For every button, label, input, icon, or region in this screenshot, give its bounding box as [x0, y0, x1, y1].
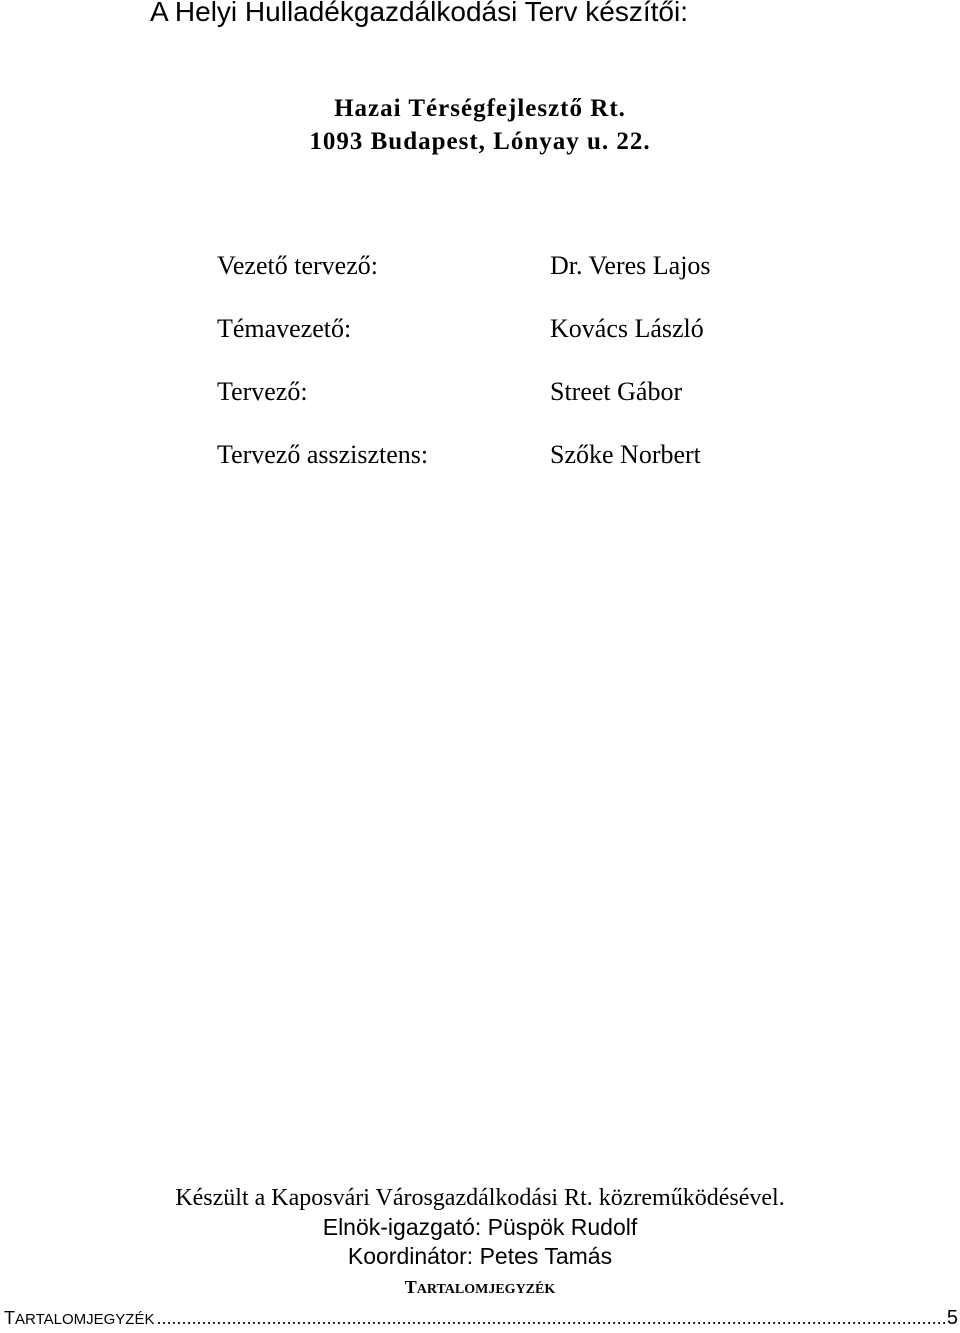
toc-heading	[0, 1276, 960, 1301]
toc-entry-label-initial: T	[4, 1308, 15, 1328]
footer-coordinator: Koordinátor: Petes Tamás	[347, 1243, 613, 1269]
role-design-assistant: Tervező asszisztens:	[217, 440, 429, 469]
toc-entry-page[interactable]: 5	[946, 1307, 958, 1329]
name-design-assistant: Szőke Norbert	[550, 440, 701, 469]
toc-heading-initial: T	[404, 1277, 417, 1297]
footer-made-by: Készült a Kaposvári Városgazdálkodási Rt. közreműködésével.	[175, 1185, 785, 1211]
document-title: A Helyi Hulladékgazdálkodási Terv készítői:	[150, 0, 688, 27]
company-name: Hazai Térségfejlesztő Rt.	[334, 95, 626, 122]
role-project-manager: Témavezető:	[217, 314, 352, 343]
toc-heading-rest: ARTALOMJEGYZÉK	[416, 1282, 556, 1297]
toc-entry-leader	[156, 1305, 944, 1331]
name-project-manager: Kovács László	[550, 314, 704, 343]
footer-block	[0, 1184, 960, 1271]
name-designer: Street Gábor	[550, 377, 683, 406]
name-lead-designer: Dr. Veres Lajos	[550, 251, 711, 280]
company-address: 1093 Budapest, Lónyay u. 22.	[309, 128, 651, 155]
toc-entry-label-rest: ARTALOMJEGYZÉK	[15, 1311, 155, 1328]
role-lead-designer: Vezető tervező:	[217, 251, 378, 280]
footer-ceo: Elnök-igazgató: Püspök Rudolf	[322, 1214, 638, 1240]
company-block	[0, 92, 960, 158]
role-designer: Tervező:	[217, 377, 308, 406]
